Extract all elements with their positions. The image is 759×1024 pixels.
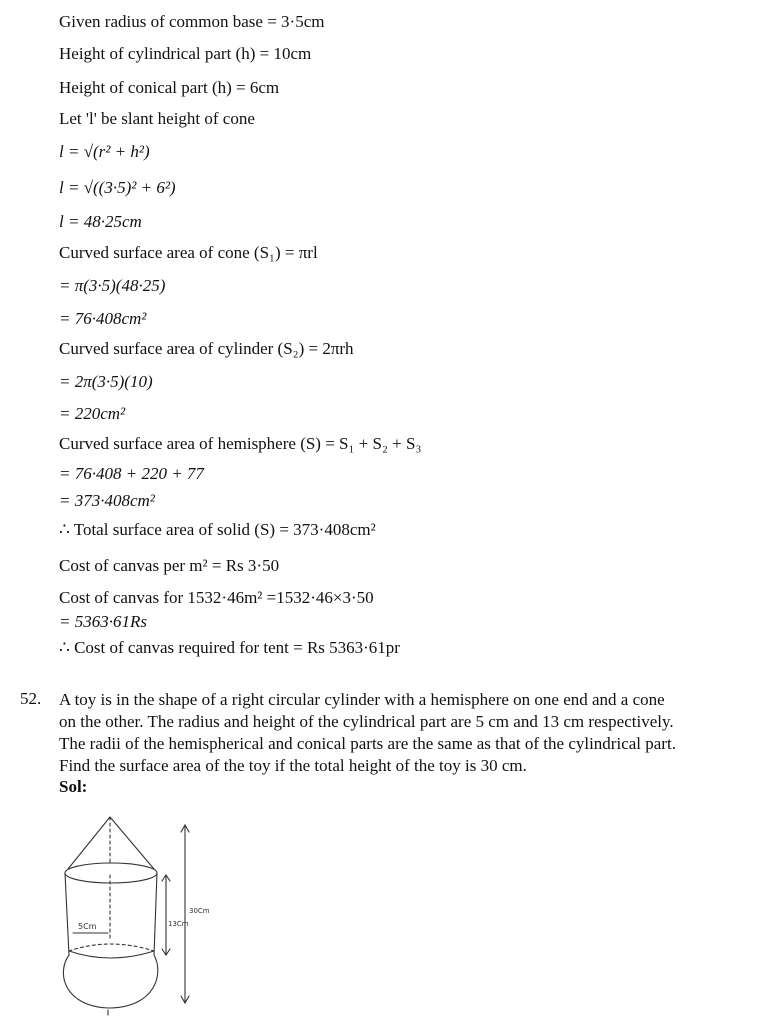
solution-line: Height of cylindrical part (h) = 10cm <box>59 44 312 63</box>
solution-line: = 76·408cm² <box>59 309 147 328</box>
solution-line: = 220cm² <box>59 404 126 423</box>
radius-label: 5Cm <box>78 922 97 931</box>
solution-line: ∴ Total surface area of solid (S) = 373·408cm² <box>59 520 376 539</box>
cone-right-edge <box>110 817 154 869</box>
sol-label: Sol: <box>59 777 88 796</box>
question-line: Find the surface area of the toy if the total height of the toy is 30 cm. <box>59 756 527 775</box>
cone-left-edge <box>68 817 110 869</box>
total-height-label: 30Cm <box>189 907 210 915</box>
cylinder-height-label: 13Cm <box>168 920 189 928</box>
hemisphere-outline <box>63 955 157 1008</box>
solution-line: l = 48·25cm <box>59 212 142 231</box>
solution-line: Curved surface area of hemisphere (S) = S₁ + S₂ + S₃ <box>59 434 422 453</box>
question-line: on the other. The radius and height of the cylindrical part are 5 cm and 13 cm respectively. <box>59 712 674 731</box>
solution-line: = π(3·5)(48·25) <box>59 276 166 295</box>
solution-line: Height of conical part (h) = 6cm <box>59 78 280 97</box>
toy-sketch <box>50 805 290 1020</box>
solution-line: ∴ Cost of canvas required for tent = Rs 5363·61pr <box>59 638 400 657</box>
solution-line: Cost of canvas per m² = Rs 3·50 <box>59 556 280 575</box>
solution-line: = 76·408 + 220 + 77 <box>59 464 204 483</box>
solution-line: Curved surface area of cylinder (S₂) = 2πrh <box>59 339 354 358</box>
cylinder-bottom-back-arc <box>69 944 154 951</box>
solution-line: Cost of canvas for 1532·46m² =1532·46×3·50 <box>59 588 374 607</box>
solution-line: = 2π(3·5)(10) <box>59 372 153 391</box>
cylinder-right-side <box>154 873 157 955</box>
solution-line: l = √((3·5)² + 6²) <box>59 178 176 197</box>
solution-line: Curved surface area of cone (S₁) = πrl <box>59 243 318 262</box>
solution-line: = 5363·61Rs <box>59 612 147 631</box>
question-line: A toy is in the shape of a right circular cylinder with a hemisphere on one end and a cone <box>59 690 665 709</box>
solution-line: Let 'l' be slant height of cone <box>59 109 255 128</box>
cylinder-bottom-arc <box>69 951 154 958</box>
question-text <box>59 689 749 777</box>
solution-line: l = √(r² + h²) <box>59 142 150 161</box>
question-number: 52. <box>20 689 42 708</box>
cylinder-top-ellipse <box>65 863 157 883</box>
solution-line: = 373·408cm² <box>59 491 155 510</box>
solution-line: Given radius of common base = 3·5cm <box>59 12 325 31</box>
question-line: The radii of the hemispherical and conical parts are the same as that of the cylindrical part. <box>59 734 676 753</box>
cylinder-left-side <box>65 873 69 955</box>
